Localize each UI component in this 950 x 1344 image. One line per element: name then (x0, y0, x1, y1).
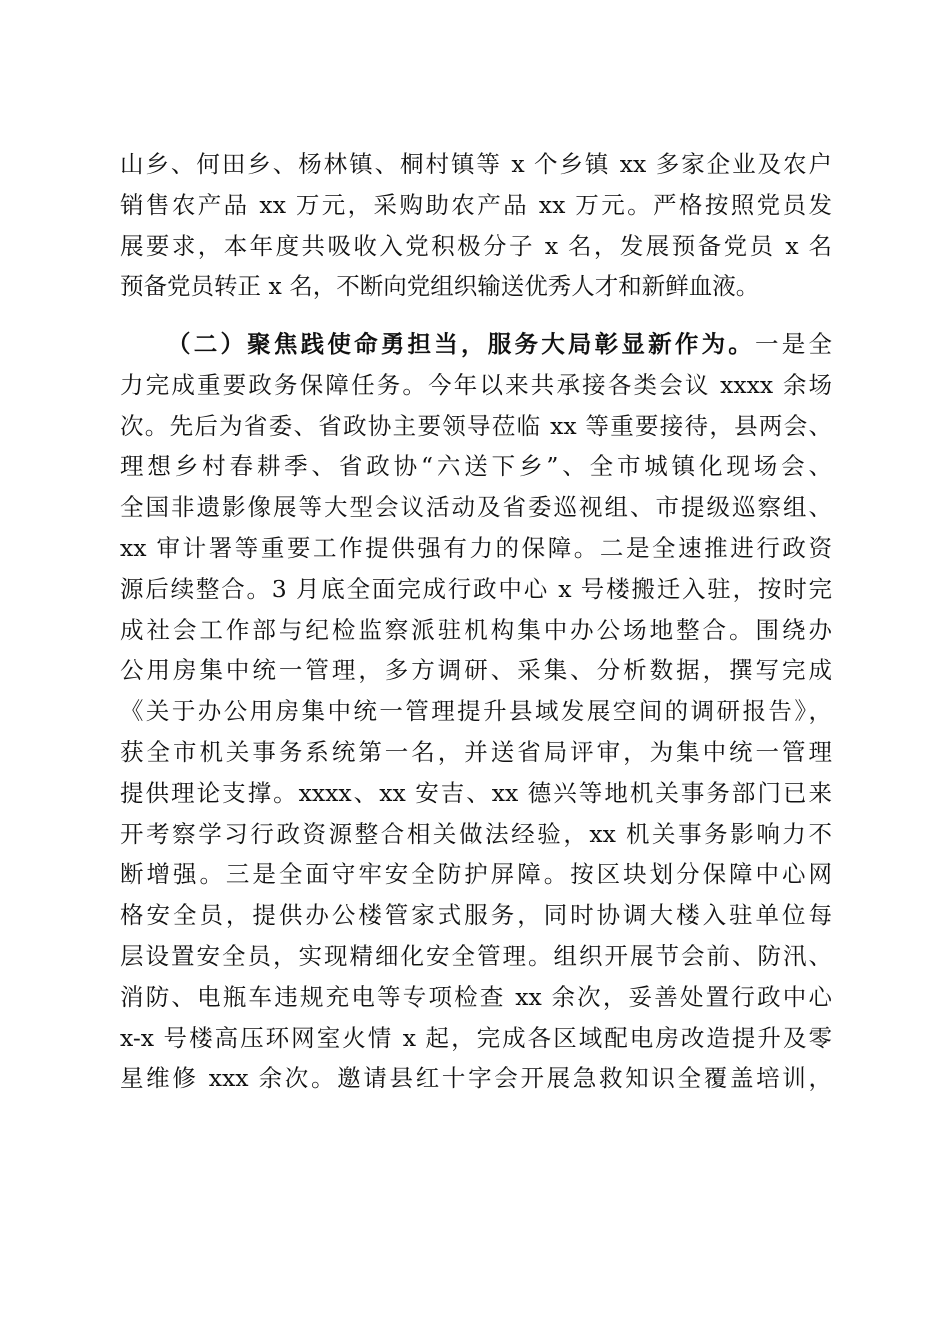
text-line: 格安全员，提供办公楼管家式服务，同时协调大楼入驻单位每 (120, 901, 832, 930)
paragraph-2 (120, 324, 832, 1099)
text-line: x-x 号楼高压环网室火情 x 起，完成各区域配电房改造提升及零 (120, 1023, 832, 1052)
text-line: 次。先后为省委、省政协主要领导莅临 xx 等重要接待，县两会、 (120, 411, 832, 440)
text-line: 展要求，本年度共吸收入党积极分子 x 名，发展预备党员 x 名 (120, 231, 832, 260)
paragraph-1 (120, 144, 832, 307)
text-line: 预备党员转正 x 名，不断向党组织输送优秀人才和新鲜血液。 (120, 272, 760, 301)
text-line: 公用房集中统一管理，多方调研、采集、分析数据，撰写完成 (120, 656, 832, 685)
text-line: 层设置安全员，实现精细化安全管理。组织开展节会前、防汛、 (120, 941, 832, 970)
section-heading-line (120, 324, 832, 365)
text-line: 理想乡村春耕季、省政协“六送下乡”、全市城镇化现场会、 (120, 452, 832, 481)
text-line: 提供理论支撑。xxxx、xx 安吉、xx 德兴等地机关事务部门已来 (120, 778, 832, 807)
text-line: 消防、电瓶车违规充电等专项检查 xx 余次，妥善处置行政中心 (120, 982, 832, 1011)
text-line: 源后续整合。3 月底全面完成行政中心 x 号楼搬迁入驻，按时完 (120, 574, 832, 603)
text-line: 力完成重要政务保障任务。今年以来共承接各类会议 xxxx 余场 (120, 370, 832, 399)
text-line: 全国非遗影像展等大型会议活动及省委巡视组、市提级巡察组、 (120, 493, 832, 522)
text-fragment: 一是全 (755, 330, 833, 358)
text-line: 开考察学习行政资源整合相关做法经验，xx 机关事务影响力不 (120, 819, 832, 848)
text-line: 《关于办公用房集中统一管理提升县域发展空间的调研报告》， (120, 697, 832, 726)
text-line: 销售农产品 xx 万元，采购助农产品 xx 万元。严格按照党员发 (120, 190, 832, 219)
text-line: xx 审计署等重要工作提供强有力的保障。二是全速推进行政资 (120, 533, 832, 562)
text-line: 获全市机关事务系统第一名，并送省局评审，为集中统一管理 (120, 737, 832, 766)
text-line: 成社会工作部与纪检监察派驻机构集中办公场地整合。围绕办 (120, 615, 832, 644)
text-line: 星维修 xxx 余次。邀请县红十字会开展急救知识全覆盖培训， (120, 1064, 832, 1093)
section-heading: （二）聚焦践使命勇担当，服务大局彰显新作为。 (167, 330, 756, 358)
text-line: 断增强。三是全面守牢安全防护屏障。按区块划分保障中心网 (120, 860, 832, 889)
text-line: 山乡、何田乡、杨林镇、桐村镇等 x 个乡镇 xx 多家企业及农户 (120, 150, 832, 178)
